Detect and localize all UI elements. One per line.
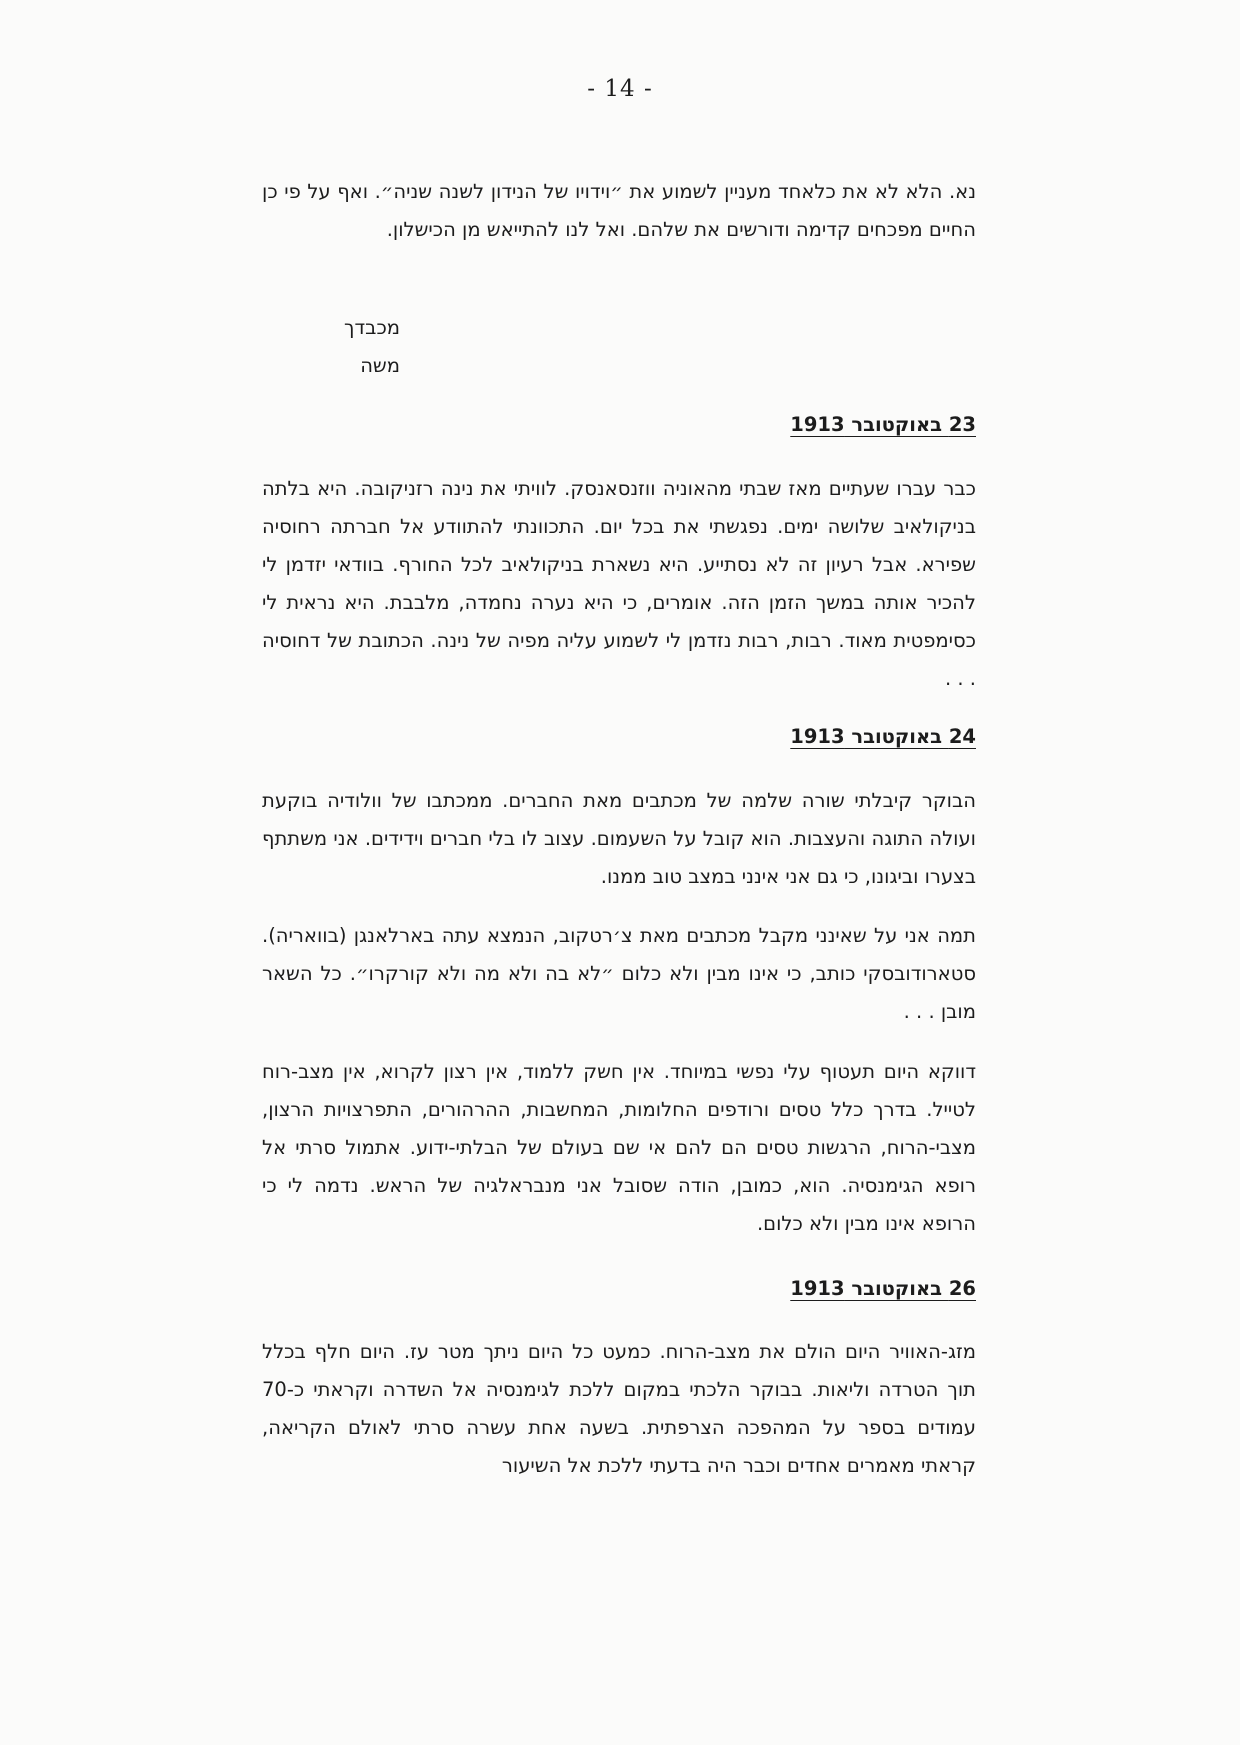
- entry-paragraph: כבר עברו שעתיים מאז שבתי מהאוניה ווזנסאנסק. לוויתי את נינה רזניקובה. היא בלתה בניקולאיב שלושה ימים. נפגשתי את בכל יום. התכוונתי להתוודע אל חברתה רחוסיה שפירא. אבל רעיון זה לא נסתייע. היא נשארת בניקולאיב לכל החורף. בוודאי יזדמן לי להכיר אותה במשך הזמן הזה. אומרים, כי היא נערה נחמדה, מלבבת. היא נראית לי כסימפטית מאוד. רבות, רבות נזדמן לי לשמוע עליה מפיה של נינה. הכתובת של דחוסיה . . .: [262, 477, 976, 690]
- signature-name: משה: [360, 354, 400, 377]
- entry-date-heading: 23 באוקטובר 1913: [790, 413, 976, 436]
- diary-entry-body: [262, 470, 976, 698]
- intro-paragraph: [262, 173, 976, 249]
- diary-entry-body: [262, 917, 976, 1031]
- entry-date-heading: 24 באוקטובר 1913: [790, 725, 976, 748]
- diary-entry-body: [262, 1333, 976, 1485]
- diary-entry-body: [262, 782, 976, 896]
- intro-text: נא. הלא לא את כלאחד מעניין לשמוע את ״וידויו של הנידון לשנה שניה״. ואף על פי כן החיים מפכחים קדימה ודורשים את שלהם. ואל לנו להתייאש מן הכישלון.: [262, 180, 976, 241]
- entry-paragraph: מזג-האוויר היום הולם את מצב-הרוח. כמעט כל היום ניתך מטר עז. היום חלף בכלל תוך הטרדה וליאות. בבוקר הלכתי במקום ללכת לגימנסיה אל השדרה וקראתי כ-70 עמודים בספר על המהפכה הצרפתית. בשעה אחת עשרה סרתי לאולם הקריאה, קראתי מאמרים אחדים וכבר היה בדעתי ללכת אל השיעור: [262, 1340, 976, 1477]
- entry-paragraph: דווקא היום תעטוף עלי נפשי במיוחד. אין חשק ללמוד, אין רצון לקרוא, אין מצב-רוח לטייל. בדרך כלל טסים ורודפים החלומות, המחשבות, ההרהורים, התפרצויות הרצון, מצבי-הרוח, הרגשות טסים הם להם אי שם בעולם של הבלתי-ידוע. אתמול סרתי אל רופא הגימנסיה. הוא, כמובן, הודה שסובל אני מנבראלגיה של הראש. נדמה לי כי הרופא אינו מבין ולא כלום.: [262, 1060, 976, 1235]
- entry-paragraph: תמה אני על שאינני מקבל מכתבים מאת צ׳רטקוב, הנמצא עתה בארלאנגן (בוואריה). סטארודובסקי כותב, כי אינו מבין ולא כלום ״לא בה ולא מה ולא קורקרו״. כל השאר מובן . . .: [262, 924, 976, 1023]
- signature-block: [300, 309, 400, 385]
- entry-paragraph: הבוקר קיבלתי שורה שלמה של מכתבים מאת החברים. ממכתבו של וולודיה בוקעת ועולה התוגה והעצבות. הוא קובל על השעמום. עצוב לו בלי חברים וידידים. אני משתתף בצערו וביגונו, כי גם אני אינני במצב טוב ממנו.: [262, 789, 976, 888]
- entry-date-heading: 26 באוקטובר 1913: [790, 1277, 976, 1300]
- page-number: - 14 -: [587, 76, 653, 102]
- diary-entry-body: [262, 1053, 976, 1243]
- signature-closing: מכבדך: [344, 316, 400, 339]
